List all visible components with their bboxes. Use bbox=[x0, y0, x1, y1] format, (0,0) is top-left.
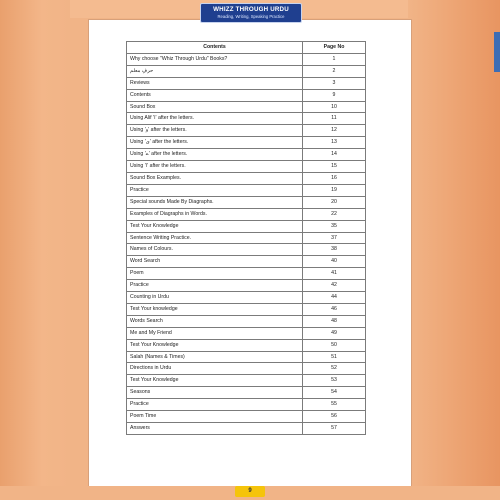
table-row bbox=[127, 303, 366, 315]
table-row bbox=[127, 77, 366, 89]
page-number-cell: 15 bbox=[303, 161, 366, 173]
page-number-cell: 37 bbox=[303, 232, 366, 244]
page-number-cell: 11 bbox=[303, 113, 366, 125]
contents-title-cell: Test Your Knowledge bbox=[127, 375, 303, 387]
contents-title-cell: حرفِ معلم bbox=[127, 65, 303, 77]
contents-table bbox=[126, 41, 366, 435]
table-row bbox=[127, 184, 366, 196]
table-row bbox=[127, 161, 366, 173]
page-number-cell: 19 bbox=[303, 184, 366, 196]
contents-title-cell: Poem Time bbox=[127, 411, 303, 423]
table-row bbox=[127, 113, 366, 125]
contents-title-cell: Practice bbox=[127, 399, 303, 411]
contents-title-cell: Sound Box Examples. bbox=[127, 172, 303, 184]
book-title-banner bbox=[200, 3, 302, 23]
contents-title-cell: Poem bbox=[127, 268, 303, 280]
contents-title-cell: Special sounds Made By Diagraphs. bbox=[127, 196, 303, 208]
table-row bbox=[127, 53, 366, 65]
book-subtitle: Reading, Writing, Speaking Practice bbox=[217, 14, 285, 19]
table-row bbox=[127, 387, 366, 399]
table-row bbox=[127, 89, 366, 101]
page-number-cell: 10 bbox=[303, 101, 366, 113]
contents-column-header: Contents bbox=[127, 42, 303, 54]
table-row bbox=[127, 220, 366, 232]
table-row bbox=[127, 149, 366, 161]
contents-title-cell: Sentence Writing Practice. bbox=[127, 232, 303, 244]
table-row bbox=[127, 292, 366, 304]
page-number-cell: 16 bbox=[303, 172, 366, 184]
blue-edge-tab bbox=[494, 32, 500, 72]
right-margin bbox=[408, 0, 500, 500]
contents-title-cell: Using Alif 'ا' after the letters. bbox=[127, 113, 303, 125]
contents-title-cell: Test Your Knowledge bbox=[127, 339, 303, 351]
page-number-cell: 53 bbox=[303, 375, 366, 387]
page-no-column-header: Page No bbox=[303, 42, 366, 54]
document-page bbox=[88, 19, 412, 487]
page-number-cell: 54 bbox=[303, 387, 366, 399]
contents-title-cell: Reviews bbox=[127, 77, 303, 89]
table-row bbox=[127, 125, 366, 137]
page-number-cell: 44 bbox=[303, 292, 366, 304]
page-number-cell: 1 bbox=[303, 53, 366, 65]
page-number-cell: 12 bbox=[303, 125, 366, 137]
table-row bbox=[127, 101, 366, 113]
page-number-cell: 13 bbox=[303, 137, 366, 149]
table-row bbox=[127, 280, 366, 292]
table-row bbox=[127, 423, 366, 435]
table-row bbox=[127, 208, 366, 220]
contents-title-cell: Answers bbox=[127, 423, 303, 435]
table-row bbox=[127, 351, 366, 363]
table-row bbox=[127, 327, 366, 339]
contents-title-cell: Seasons bbox=[127, 387, 303, 399]
page-number-cell: 42 bbox=[303, 280, 366, 292]
table-row bbox=[127, 65, 366, 77]
page-number-cell: 56 bbox=[303, 411, 366, 423]
table-row bbox=[127, 172, 366, 184]
page-number-cell: 50 bbox=[303, 339, 366, 351]
table-row bbox=[127, 315, 366, 327]
contents-title-cell: Using 'ا' after the letters. bbox=[127, 161, 303, 173]
contents-title-cell: Using 'ے' after the letters. bbox=[127, 149, 303, 161]
table-header-row bbox=[127, 42, 366, 54]
contents-title-cell: Examples of Diagraphs in Words. bbox=[127, 208, 303, 220]
table-row bbox=[127, 256, 366, 268]
book-title: WHIZZ THROUGH URDU bbox=[213, 6, 289, 13]
table-row bbox=[127, 196, 366, 208]
table-row bbox=[127, 268, 366, 280]
contents-title-cell: Names of Colours. bbox=[127, 244, 303, 256]
table-row bbox=[127, 363, 366, 375]
table-row bbox=[127, 411, 366, 423]
contents-title-cell: Using 'و' after the letters. bbox=[127, 125, 303, 137]
page-number-cell: 49 bbox=[303, 327, 366, 339]
table-row bbox=[127, 232, 366, 244]
contents-title-cell: Sound Box bbox=[127, 101, 303, 113]
page-number-cell: 57 bbox=[303, 423, 366, 435]
contents-title-cell: Why choose "Whiz Through Urdu" Books? bbox=[127, 53, 303, 65]
page-number-cell: 3 bbox=[303, 77, 366, 89]
page-number: 9 bbox=[235, 486, 265, 497]
page-number-cell: 14 bbox=[303, 149, 366, 161]
page-number-cell: 9 bbox=[303, 89, 366, 101]
contents-title-cell: Contents bbox=[127, 89, 303, 101]
contents-title-cell: Salah (Names & Times) bbox=[127, 351, 303, 363]
page-number-cell: 22 bbox=[303, 208, 366, 220]
contents-title-cell: Me and My Friend bbox=[127, 327, 303, 339]
contents-title-cell: Using 'ی' after the letters. bbox=[127, 137, 303, 149]
table-row bbox=[127, 137, 366, 149]
page-number-cell: 41 bbox=[303, 268, 366, 280]
table-row bbox=[127, 399, 366, 411]
page-number-cell: 52 bbox=[303, 363, 366, 375]
page-number-cell: 40 bbox=[303, 256, 366, 268]
page-number-cell: 20 bbox=[303, 196, 366, 208]
contents-table-body bbox=[127, 53, 366, 434]
page-number-cell: 48 bbox=[303, 315, 366, 327]
page-number-cell: 38 bbox=[303, 244, 366, 256]
page-number-cell: 35 bbox=[303, 220, 366, 232]
table-row bbox=[127, 339, 366, 351]
contents-title-cell: Practice bbox=[127, 184, 303, 196]
table-row bbox=[127, 244, 366, 256]
table-row bbox=[127, 375, 366, 387]
page-number-cell: 46 bbox=[303, 303, 366, 315]
contents-title-cell: Words Search bbox=[127, 315, 303, 327]
page-number-cell: 51 bbox=[303, 351, 366, 363]
page-number-cell: 2 bbox=[303, 65, 366, 77]
page-number-cell: 55 bbox=[303, 399, 366, 411]
contents-title-cell: Test Your Knowledge bbox=[127, 220, 303, 232]
contents-title-cell: Directions in Urdu bbox=[127, 363, 303, 375]
contents-title-cell: Practice bbox=[127, 280, 303, 292]
left-margin bbox=[0, 0, 70, 500]
contents-title-cell: Counting in Urdu bbox=[127, 292, 303, 304]
contents-title-cell: Test Your knowledge bbox=[127, 303, 303, 315]
contents-title-cell: Word Search bbox=[127, 256, 303, 268]
